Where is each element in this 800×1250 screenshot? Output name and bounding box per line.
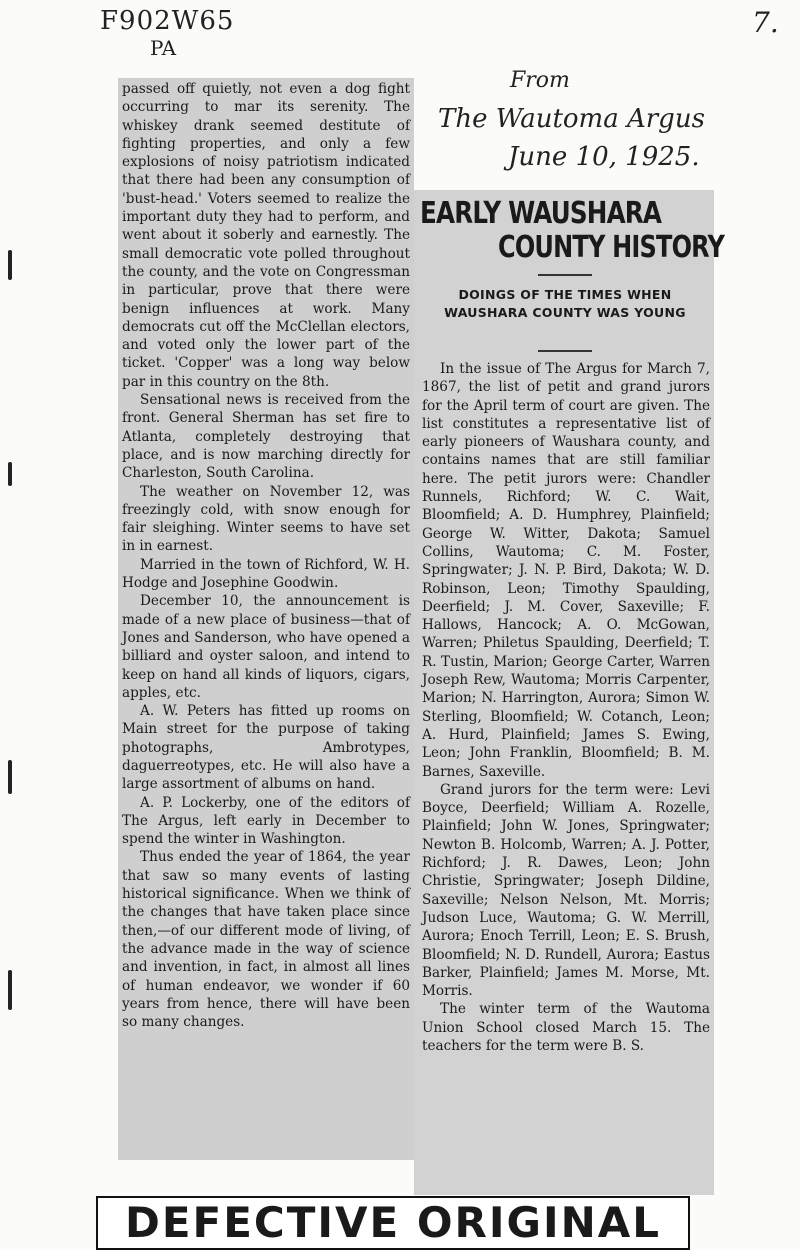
headline-line-2: COUNTY HISTORY bbox=[498, 230, 725, 265]
article-paragraph: Grand jurors for the term were: Levi Boyce, Deerfield; William A. Rozelle, Plainfield; John W. Jones, Springwater; Newton B. Holcomb, Warren; A. J. Potter, Richford; J. R. Dawes, Leon; John Christie, Springwater; Joseph Dildine, Saxeville; Nelson Nelson, Mt. Morris; Judson Luce, Wautoma; G. W. Merrill, Aurora; Enoch Terrill, Leon; E. S. Brush, Bloomfield; N. D. Rundell, Aurora; Eastus Barker, Plainfield; James M. Morse, Mt. Morris. bbox=[422, 781, 710, 1000]
left-paragraph: Married in the town of Richford, W. H. Hodge and Josephine Goodwin. bbox=[122, 556, 410, 592]
divider-rule bbox=[538, 350, 592, 352]
edge-mark bbox=[8, 970, 12, 1010]
article-paragraph: The winter term of the Wautoma Union School closed March 15. The teachers for the term were B. S. bbox=[422, 1001, 710, 1054]
source-note-date: June 10, 1925. bbox=[508, 142, 700, 172]
left-paragraph: A. P. Lockerby, one of the editors of The Argus, left early in December to spend the winter in Washington. bbox=[122, 794, 410, 848]
defective-original-stamp: DEFECTIVE ORIGINAL bbox=[96, 1196, 690, 1250]
edge-mark bbox=[8, 760, 12, 794]
left-clipping bbox=[118, 78, 414, 1160]
article-body bbox=[422, 360, 710, 1055]
headline-line-1: EARLY WAUSHARA bbox=[420, 196, 662, 231]
divider-rule bbox=[538, 274, 592, 276]
right-clipping bbox=[414, 190, 714, 1195]
edge-mark bbox=[8, 462, 12, 486]
left-paragraph: December 10, the announcement is made of a new place of business—that of Jones and Sanderson, who have opened a billiard and oyster saloon, and intend to keep on hand all kinds of liquors, cigars, apples, etc. bbox=[122, 593, 410, 701]
call-sub-annotation: PA bbox=[150, 36, 177, 60]
page-number: 7. bbox=[752, 6, 779, 39]
edge-mark bbox=[8, 250, 12, 280]
left-paragraph: passed off quietly, not even a dog fight occurring to mar its serenity. The whiskey drank seemed destitute of fighting properties, and only a few explosions of noisy patriotism indicated that there had been any consumption of 'bust-head.' Voters seemed to realize the important duty they had to perform, and went about it soberly and earnestly. The small democratic vote polled throughout the county, and the vote on Congressman in particular, prove that there were benign influences at work. Many democrats cut off the McClellan electors, and voted only the lower part of the ticket. 'Copper' was a long way below par in this country on the 8th. bbox=[122, 81, 410, 390]
left-paragraph: Sensational news is received from the front. General Sherman has set fire to Atlanta, completely destroying that place, and is now marching directly for Charleston, South Carolina. bbox=[122, 392, 410, 482]
left-paragraph: Thus ended the year of 1864, the year that saw so many events of lasting historical significance. When we think of the changes that have taken place since then,—of our different mode of living, of the advance made in the way of science and invention, in fact, in almost all lines of human endeavor, we wonder if 60 years from hence, there will have been so many changes. bbox=[122, 849, 410, 1031]
left-paragraph: The weather on November 12, was freezingly cold, with snow enough for fair sleighing. Winter seems to have set in in earnest. bbox=[122, 483, 410, 555]
article-paragraph: In the issue of The Argus for March 7, 1867, the list of petit and grand jurors for the April term of court are given. The list constitutes a representative list of early pioneers of Waushara county, and contains names that are still familiar here. The petit jurors were: Chandler Runnels, Richford; W. C. Wait, Bloomfield; A. D. Humphrey, Plainfield; George W. Witter, Dakota; Samuel Collins, Wautoma; C. M. Foster, Springwater; J. N. P. Bird, Dakota; W. D. Robinson, Leon; Timothy Spaulding, Deerfield; J. M. Cover, Saxeville; F. Hallows, Hancock; A. O. McGowan, Warren; Philetus Spaulding, Deerfield; T. R. Tustin, Marion; George Carter, Warren Joseph Rew, Wautoma; Morris Carpenter, Marion; N. Harrington, Aurora; Simon W. Sterling, Bloomfield; W. Cotanch, Leon; A. Hurd, Plainfield; James S. Ewing, Leon; John Franklin, Bloomfield; B. M. Barnes, Saxeville. bbox=[422, 361, 710, 780]
call-number-annotation: F902W65 bbox=[100, 6, 235, 36]
article-subhead: DOINGS OF THE TIMES WHEN WAUSHARA COUNTY WAS YOUNG bbox=[444, 287, 686, 320]
left-paragraph: A. W. Peters has fitted up rooms on Main street for the purpose of taking photographs, Ambrotypes, daguerreotypes, etc. He will also have a large assortment of albums on hand. bbox=[122, 703, 410, 793]
source-note-paper: The Wautoma Argus bbox=[438, 104, 705, 134]
source-note-from: From bbox=[510, 68, 570, 93]
left-column-text bbox=[122, 80, 410, 1031]
